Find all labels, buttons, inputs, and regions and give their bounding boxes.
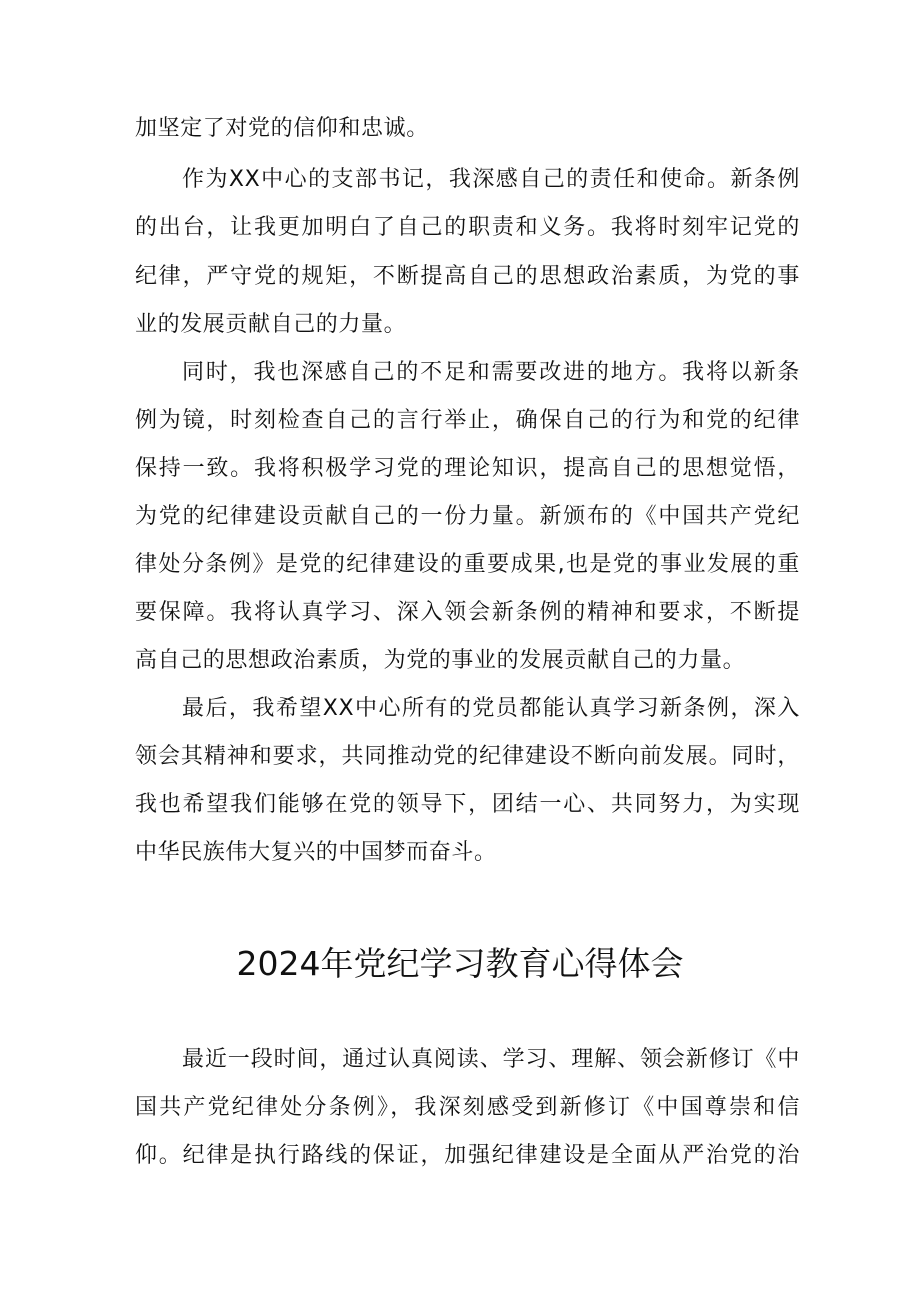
continuation-line: 加坚定了对党的信仰和忠诚。 bbox=[135, 116, 429, 141]
paragraph-line: 为党的纪律建设贡献自己的一份力量。新颁布的《中国共产党纪 bbox=[135, 504, 800, 529]
paragraph-line: 领会其精神和要求，共同推动党的纪律建设不断向前发展。同时， bbox=[135, 744, 800, 769]
paragraph-line: 中华民族伟大复兴的中国梦而奋斗。 bbox=[135, 840, 497, 865]
paragraph-line: 例为镜，时刻检查自己的言行举止，确保自己的行为和党的纪律 bbox=[135, 408, 800, 433]
paragraph-line: 最近一段时间，通过认真阅读、学习、理解、领会新修订《中 bbox=[182, 1047, 800, 1072]
paragraph-line: 仰。纪律是执行路线的保证，加强纪律建设是全面从严治党的治 bbox=[135, 1143, 800, 1168]
paragraph-line: 最后，我希望XX中心所有的党员都能认真学习新条例，深入 bbox=[182, 696, 800, 721]
paragraph-line: 纪律，严守党的规矩，不断提高自己的思想政治素质，为党的事 bbox=[135, 264, 800, 289]
paragraph-line: 同时，我也深感自己的不足和需要改进的地方。我将以新条 bbox=[182, 360, 800, 385]
paragraph-line: 高自己的思想政治素质，为党的事业的发展贡献自己的力量。 bbox=[135, 648, 746, 673]
section-title: 2024年党纪学习教育心得体会 bbox=[236, 944, 684, 983]
paragraph-line: 的出台，让我更加明白了自己的职责和义务。我将时刻牢记党的 bbox=[135, 215, 800, 240]
paragraph-line: 律处分条例》是党的纪律建设的重要成果,也是党的事业发展的重 bbox=[135, 552, 800, 577]
paragraph-line: 国共产党纪律处分条例》，我深刻感受到新修订《中国尊崇和信 bbox=[135, 1095, 800, 1120]
paragraph-line: 要保障。我将认真学习、深入领会新条例的精神和要求，不断提 bbox=[135, 600, 800, 625]
paragraph-line: 我也希望我们能够在党的领导下，团结一心、共同努力，为实现 bbox=[135, 792, 800, 817]
paragraph-line: 业的发展贡献自己的力量。 bbox=[135, 312, 407, 337]
paragraph-line: 作为XX中心的支部书记，我深感自己的责任和使命。新条例 bbox=[182, 167, 800, 192]
paragraph-line: 保持一致。我将积极学习党的理论知识，提高自己的思想觉悟， bbox=[135, 456, 800, 481]
